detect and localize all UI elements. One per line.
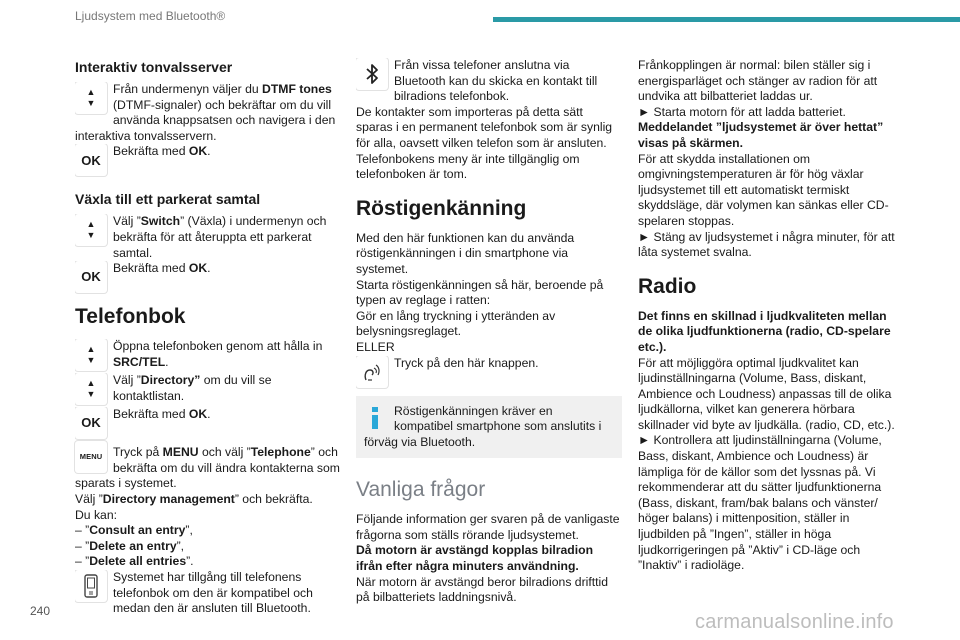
- paragraph: Följande information ger svaren på de vanligaste frågorna som ställs rörande ljudsystemet.: [356, 512, 620, 542]
- paragraph: Välj ”Directory management” och bekräfta.: [75, 491, 313, 506]
- paragraph: ► Starta motorn för att ladda batteriet.: [638, 104, 846, 119]
- page-number: 240: [30, 604, 51, 618]
- paragraph: Tryck på den här knappen.: [394, 355, 539, 370]
- info-text: Röstigenkänningen kräver en kompatibel smartphone som anslutits i förväg via Bluetooth.: [364, 403, 602, 449]
- bluetooth-icon: [356, 58, 388, 90]
- paragraph: ► Stäng av ljudsystemet i några minuter, för att låta systemet svalna.: [638, 229, 895, 260]
- heading-switch-parked-call: Växla till ett parkerat samtal: [75, 191, 261, 208]
- paragraph: Tryck på MENU och välj ”Telephone” och bekräfta om du vill ändra kontakterna som sparats i systemet.: [75, 445, 340, 491]
- paragraph: Med den här funktionen kan du använda röstigenkänningen i din smartphone via systemet.: [356, 230, 575, 276]
- arrow-keys-icon: ▲ ▼: [75, 82, 107, 114]
- paragraph: Från vissa telefoner anslutna via Bluetooth kan du skicka en kontakt till bilradions telefonbok.: [394, 58, 598, 104]
- paragraph: Välj ”Directory” om du vill se kontaktlistan.: [113, 373, 272, 403]
- arrow-keys-icon: ▲ ▼: [75, 339, 107, 371]
- paragraph: Från undermenyn väljer du DTMF tones (DTMF-signaler) och bekräftar om du vill använda knappsatsen och navigera i den interaktiva tonvalsservern.: [75, 82, 336, 143]
- info-box: [356, 396, 622, 459]
- ok-button-icon: OK: [75, 144, 107, 176]
- paragraph: ELLER: [356, 339, 395, 354]
- column-2: [356, 50, 622, 606]
- paragraph: Meddelandet ”ljudsystemet är över hettat” visas på skärmen.: [638, 120, 884, 150]
- heading-interactive-tone-server: Interaktiv tonvalsserver: [75, 59, 233, 75]
- running-header: Ljudsystem med Bluetooth®: [75, 9, 226, 23]
- list-item: – ”Delete all entries”.: [75, 554, 194, 569]
- paragraph: För att möjliggöra optimal ljudkvalitet kan ljudinställningarna (Volume, Bass, diskant, Ambience och Loudness) anpassas till de olika ljudkällorna, vilket kan generera hörbara skillnader vid byte av ljudkälla. (radio, CD, etc.).: [638, 355, 895, 432]
- paragraph: Starta röstigenkänningen så här, beroende på typen av reglage i ratten:: [356, 277, 604, 308]
- paragraph: De kontakter som importeras på detta sätt sparas i en permanent telefonbok som är synlig för alla, oavsett vilken telefon som är ansluten.: [356, 104, 613, 150]
- paragraph: För att skydda installationen om omgivningstemperaturen är för hög växlar ljudsystemet till ett automatiskt termiskt skyddsläge, där volymen kan sänkas eller CD-spelaren stoppas.: [638, 151, 889, 228]
- heading-faq: Vanliga frågor: [356, 478, 486, 502]
- paragraph: Gör en lång tryckning i ytteränden av belysningsreglaget.: [356, 308, 556, 339]
- ok-button-icon: OK: [75, 261, 107, 293]
- paragraph: Då motorn är avstängd kopplas bilradion ifrån efter några minuters användning.: [356, 543, 594, 574]
- paragraph: Öppna telefonboken genom att hålla in SRC/TEL.: [113, 339, 323, 369]
- heading-radio: Radio: [638, 274, 697, 298]
- paragraph: Systemet har tillgång till telefonens telefonbok om den är kompatibel och medan den är ansluten till Bluetooth.: [113, 569, 313, 616]
- phone-icon: [75, 570, 107, 602]
- arrow-keys-icon: ▲ ▼: [75, 214, 107, 246]
- paragraph: ► Kontrollera att ljudinställningarna (Volume, Bass, diskant, Ambience och Loudness) är lämpliga för de källor som det lyssnas på. Vi rekommenderar att du sätter ljudfunktionerna (Bass, diskant, fram/bak balans och vänster/ höger balans) i mittenposition, ställer in ljudbilden på ”Ingen”, ställer in höga ljudkorrigeringen på ”Aktiv” i CD-läge och ”Inaktiv” i radioläge.: [638, 433, 882, 573]
- arrow-keys-icon: ▲ ▼: [75, 373, 107, 405]
- heading-phonebook: Telefonbok: [75, 305, 186, 329]
- paragraph: Du kan:: [75, 507, 118, 522]
- list-item: – ”Delete an entry”,: [75, 538, 185, 553]
- paragraph: Bekräfta med OK.: [113, 261, 211, 276]
- column-3: [638, 58, 900, 574]
- ok-button-icon: OK: [75, 407, 107, 439]
- paragraph: Bekräfta med OK.: [113, 144, 211, 159]
- paragraph: Frånkopplingen är normal: bilen ställer sig i energisparläget och stänger av radion för att undvika att bilbatteriet laddas ur.: [638, 58, 878, 104]
- heading-voice-recognition: Röstigenkänning: [356, 196, 527, 220]
- list-item: – ”Consult an entry”,: [75, 523, 193, 538]
- paragraph: Det finns en skillnad i ljudkvaliteten mellan de olika ljudfunktionerna (radio, CD-spelare etc.).: [638, 308, 891, 354]
- column-1: [75, 50, 341, 617]
- menu-button-icon: MENU: [75, 441, 107, 473]
- paragraph: Telefonbokens meny är inte tillgänglig om telefonboken är tom.: [356, 151, 580, 182]
- paragraph: När motorn är avstängd beror bilradions drifttid på bilbatteriets laddningsnivå.: [356, 574, 608, 605]
- voice-command-icon: [356, 356, 388, 388]
- header-accent-bar: [493, 17, 960, 22]
- paragraph: Bekräfta med OK.: [113, 407, 211, 422]
- info-icon: [366, 406, 384, 430]
- paragraph: Välj ”Switch” (Växla) i undermenyn och bekräfta för att återuppta ett parkerat samtal.: [113, 214, 327, 260]
- watermark: carmanualsonline.info: [695, 611, 894, 633]
